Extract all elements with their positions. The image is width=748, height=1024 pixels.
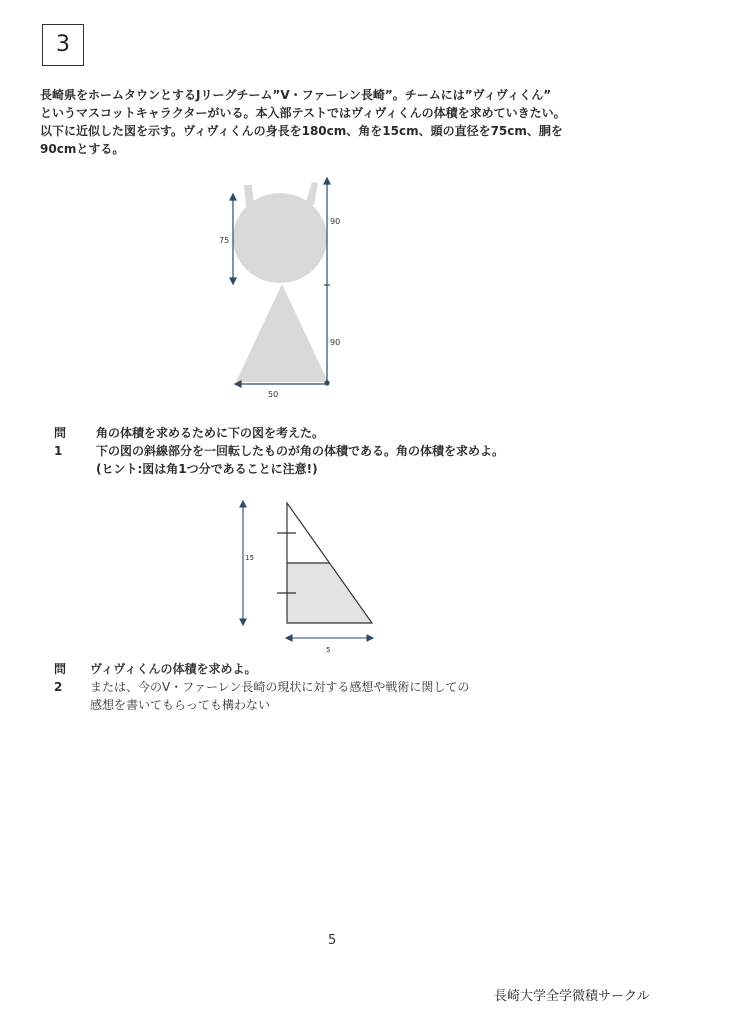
horn-height-label: 15	[245, 554, 254, 562]
question-2-line: ヴィヴィくんの体積を求めよ。	[90, 662, 257, 676]
horn-base-label: 5	[326, 646, 331, 654]
question-1-line: (ヒント:図は角1つ分であることに注意!)	[96, 462, 318, 476]
question-number: 3	[56, 32, 70, 57]
arrow-head	[240, 501, 246, 507]
arrow-head	[240, 619, 246, 625]
upper-height-label: 90	[330, 217, 341, 226]
question-1-line: 角の体積を求めるために下の図を考えた。	[96, 426, 325, 440]
question-1-line: 下の図の斜線部分を一回転したものが角の体積である。角の体積を求めよ。	[96, 444, 505, 458]
intro-line: というマスコットキャラクターがいる。本入部テストではヴィヴィくんの体積を求めていきたい。	[40, 106, 566, 120]
page-number: 5	[328, 933, 337, 948]
intro-line: 以下に近似した図を示す。ヴィヴィくんの身長を180cm、角を15cm、頭の直径を75cm、胴を	[40, 124, 563, 138]
question-2-label: 問2	[54, 662, 67, 694]
arrow-head	[367, 635, 373, 641]
question-2-line: または、今のV・ファーレン長崎の現状に対する感想や戦術に関しての	[90, 680, 470, 694]
head-diameter-label: 75	[219, 236, 230, 245]
footer-circle-name: 長崎大学全学微積サークル	[494, 989, 650, 1004]
lower-height-label: 90	[330, 338, 341, 347]
intro-line: 長崎県をホームタウンとするJリーグチーム”V・ファーレン長崎”。チームには”ヴィヴィくん”	[40, 88, 552, 102]
question-1-label: 問1	[54, 426, 67, 458]
arrow-head	[286, 635, 292, 641]
intro-line: 90cmとする。	[40, 142, 125, 156]
base-label: 50	[268, 390, 279, 399]
hatched-region	[287, 563, 372, 623]
question-2-text	[90, 660, 469, 714]
question-2-line: 感想を書いてもらっても構わない	[90, 698, 271, 712]
